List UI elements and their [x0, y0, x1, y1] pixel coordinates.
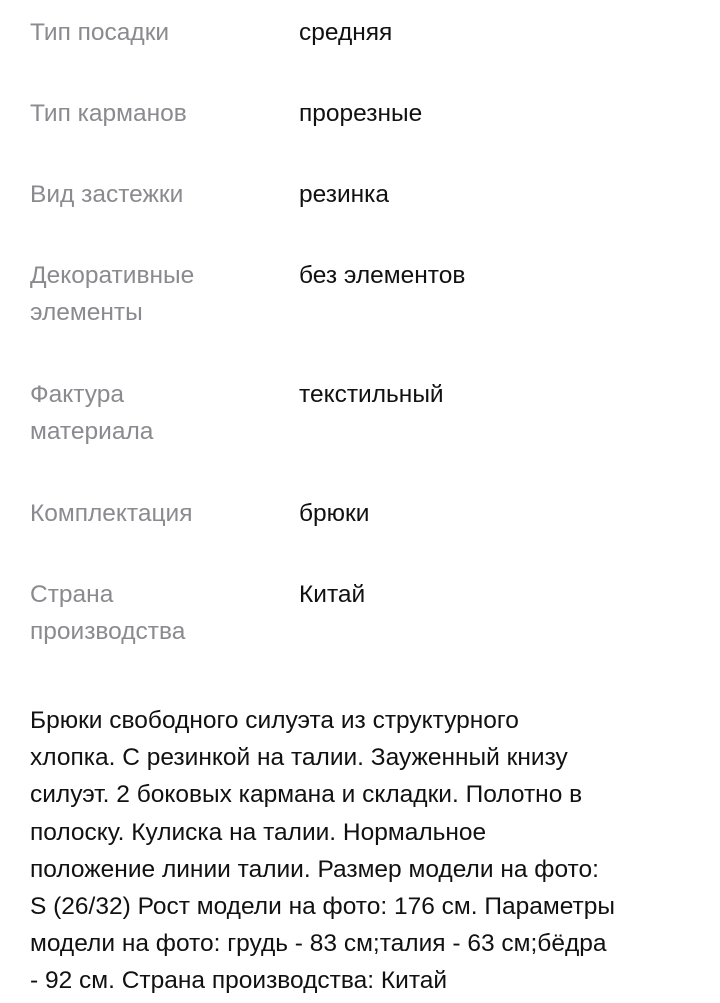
- spec-label: Страна производства: [30, 581, 186, 645]
- spec-label: Комплектация: [30, 500, 193, 527]
- description-line: положение линии талии. Размер модели на фото:: [30, 855, 599, 883]
- spec-value: без элементов: [299, 262, 466, 289]
- spec-label: Вид застежки: [30, 181, 184, 208]
- spec-value: резинка: [299, 181, 390, 208]
- spec-row-decorative-elements: [30, 257, 700, 376]
- product-description: [30, 702, 700, 1000]
- spec-label: Фактура материала: [30, 381, 154, 445]
- spec-row-material-texture: [30, 376, 700, 495]
- product-specs-list: [30, 14, 700, 695]
- spec-label: Декоративные элементы: [30, 262, 195, 326]
- spec-value: Китай: [299, 581, 366, 608]
- spec-value: текстильный: [299, 381, 444, 408]
- spec-row-country-of-origin: [30, 576, 700, 695]
- spec-label: Тип посадки: [30, 19, 170, 46]
- spec-row-pocket-type: [30, 95, 700, 176]
- spec-value: средняя: [299, 19, 393, 46]
- spec-value: прорезные: [299, 100, 423, 127]
- description-line: Брюки свободного силуэта из структурного: [30, 707, 519, 734]
- description-line: хлопка. С резинкой на талии. Зауженный книзу: [30, 744, 568, 772]
- description-line: силуэт. 2 боковых кармана и складки. Полотно в: [30, 781, 583, 809]
- description-line: полоску. Кулиска на талии. Нормальное: [30, 818, 487, 846]
- spec-label: Тип карманов: [30, 100, 187, 127]
- description-line: - 92 см. Страна производства: Китай: [30, 967, 448, 995]
- spec-value: брюки: [299, 500, 370, 527]
- spec-row-package-contents: [30, 495, 700, 576]
- spec-row-fit-type: [30, 14, 700, 95]
- spec-row-fastener-type: [30, 176, 700, 257]
- description-line: S (26/32) Рост модели на фото: 176 см. Параметры: [30, 893, 615, 921]
- description-line: модели на фото: грудь - 83 см;талия - 63 см;бёдра: [30, 930, 607, 958]
